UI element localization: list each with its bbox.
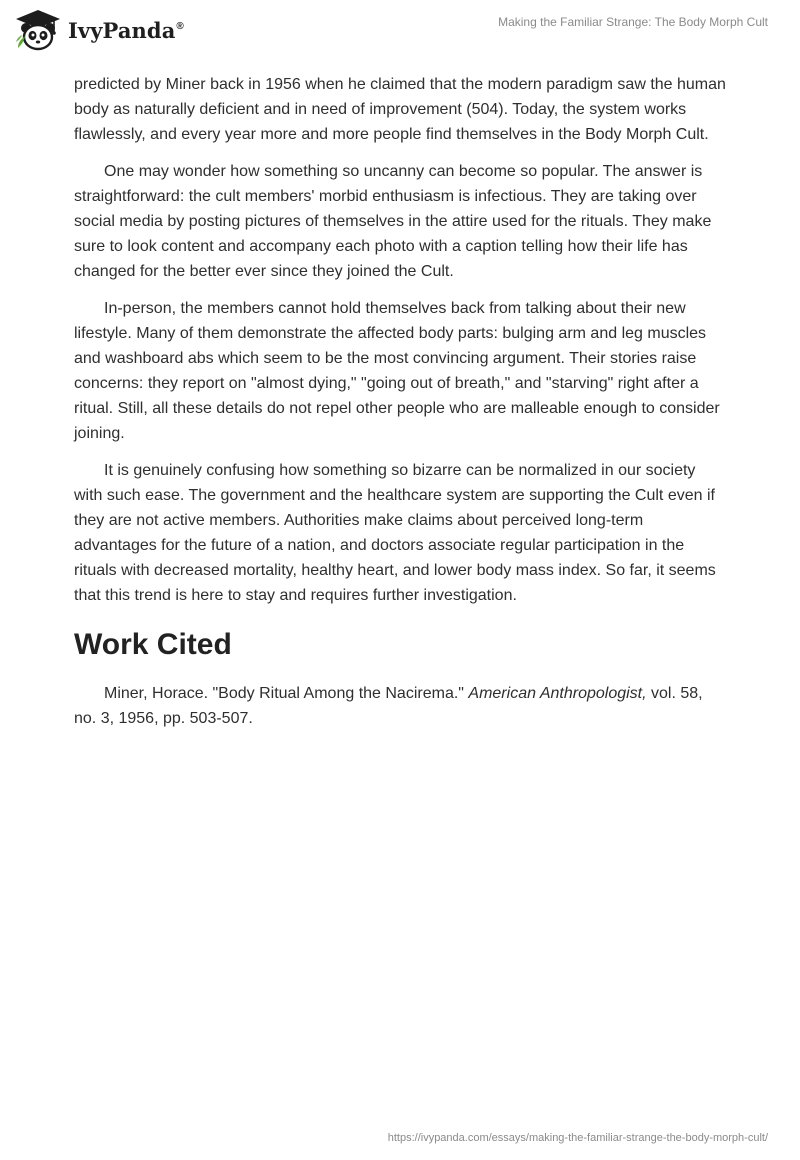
- paragraph-continuation: predicted by Miner back in 1956 when he claimed that the modern paradigm saw the human body as naturally deficient and in need of improvement (504). Today, the system works flawlessly, and every year more and more people find themselves in the Body Morph Cult.: [74, 76, 726, 143]
- ivypanda-logo[interactable]: [14, 8, 184, 52]
- document-title: Making the Familiar Strange: The Body Morph Cult: [498, 15, 768, 29]
- citation-journal: American Anthropologist,: [468, 685, 647, 702]
- panda-graduation-icon: [14, 8, 62, 52]
- source-url[interactable]: https://ivypanda.com/essays/making-the-familiar-strange-the-body-morph-cult/: [387, 1132, 768, 1144]
- page-header: [0, 0, 800, 60]
- citation-entry: [74, 681, 726, 731]
- paragraph: In-person, the members cannot hold themselves back from talking about their new lifestyle. Many of them demonstrate the affected body parts: bulging arm and leg muscles and washboard abs which seem to be the most convincing argument. Their stories raise concerns: they report on "almost dying," "going out of breath," and "starving" right after a ritual. Still, all these details do not repel other people who are malleable enough to consider joining.: [74, 300, 720, 442]
- works-cited-heading: Work Cited: [74, 628, 232, 661]
- paragraph: It is genuinely confusing how something so bizarre can be normalized in our society with such ease. The government and the healthcare system are supporting the Cult even if they are not active members. Authorities make claims about perceived long-term advantages for the future of a nation, and doctors associate regular participation in the rituals with decreased mortality, healthy heart, and lower body mass index. So far, it seems that this trend is here to stay and requires further investigation.: [74, 462, 716, 604]
- paragraph: One may wonder how something so uncanny can become so popular. The answer is straightforward: the cult members' morbid enthusiasm is infectious. They are taking over social media by posting pictures of themselves in the attire used for the rituals. They make sure to look content and accompany each photo with a caption telling how their life has changed for the better ever since they joined the Cult.: [74, 163, 712, 280]
- brand-name: IvyPanda®: [68, 17, 184, 43]
- citation-author-title: Miner, Horace. "Body Ritual Among the Nacirema.": [104, 685, 469, 702]
- essay-content: [74, 72, 726, 743]
- citation-details: vol. 58, no. 3, 1956, pp. 503-507.: [74, 685, 703, 727]
- trademark-symbol: ®: [176, 20, 184, 32]
